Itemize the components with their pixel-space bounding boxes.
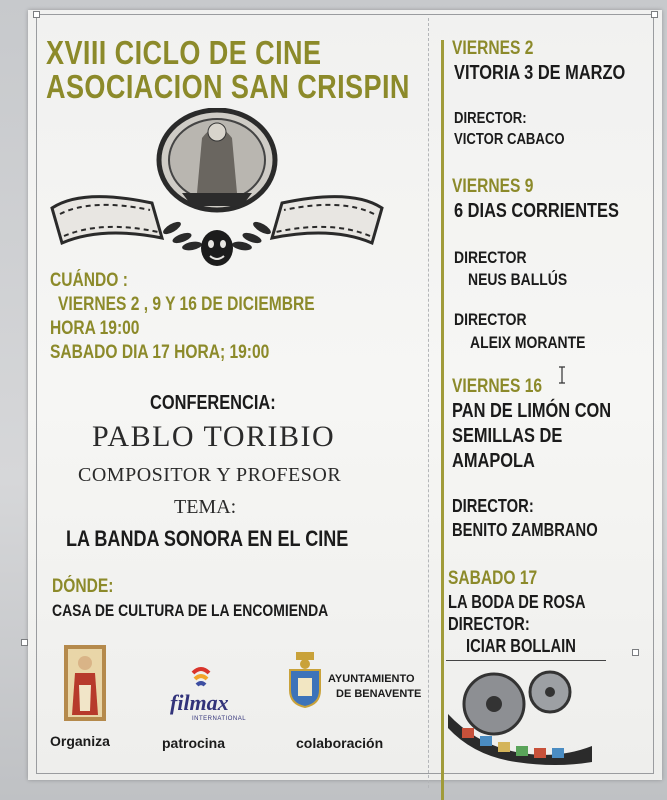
where-place: CASA DE CULTURA DE LA ENCOMIENDA <box>52 601 329 620</box>
schedule-day-4: SABADO 17 <box>448 568 538 589</box>
saint-crispin-image <box>64 645 106 721</box>
topic: LA BANDA SONORA EN EL CINE <box>66 526 349 551</box>
schedule-day-3: VIERNES 16 <box>452 376 543 397</box>
film-emblem <box>42 108 392 273</box>
schedule-director-label-1: DIRECTOR: <box>454 110 527 127</box>
where-label: DÓNDE: <box>52 576 114 597</box>
when-saturday: SABADO DIA 17 HORA; 19:00 <box>50 342 270 363</box>
when-dates: VIERNES 2 , 9 Y 16 DE DICIEMBRE <box>58 294 315 315</box>
schedule-director-name-2b: ALEIX MORANTE <box>470 333 586 352</box>
ayuntamiento-line2: DE BENAVENTE <box>336 688 422 700</box>
laurel-right <box>231 220 272 252</box>
film-reel-image <box>446 664 596 768</box>
when-time: HORA 19:00 <box>50 318 140 339</box>
schedule-film-4: LA BODA DE ROSA <box>448 592 586 612</box>
text-cursor-icon <box>558 366 566 384</box>
schedule-director-label-2b: DIRECTOR <box>454 310 527 329</box>
poster-title-line1: XVIII CICLO DE CINE <box>46 34 322 71</box>
filmax-subtitle: INTERNATIONAL <box>192 716 247 722</box>
schedule-director-label-2a: DIRECTOR <box>454 248 527 267</box>
speaker-name: PABLO TORIBIO <box>92 420 336 453</box>
schedule-film-3a: PAN DE LIMÓN CON <box>452 400 612 422</box>
patrocina-label: patrocina <box>162 735 226 751</box>
resize-handle-top-right[interactable] <box>651 11 658 18</box>
topic-label: TEMA: <box>174 496 237 518</box>
column-divider <box>441 40 444 800</box>
poster-title-line2: ASOCIACION SAN CRISPIN <box>46 68 410 105</box>
when-label: CUÁNDO : <box>50 270 128 291</box>
column-guide <box>428 18 430 788</box>
schedule-director-name-3: BENITO ZAMBRANO <box>452 520 598 540</box>
filmax-wordmark: filmax <box>170 690 229 715</box>
schedule-underline <box>446 660 606 661</box>
coat-of-arms-icon <box>288 652 322 708</box>
schedule-film-2: 6 DIAS CORRIENTES <box>454 200 619 222</box>
schedule-director-name-2a: NEUS BALLÚS <box>468 270 568 289</box>
schedule-director-name-4: ICIAR BOLLAIN <box>466 636 576 656</box>
schedule-film-1: VITORIA 3 DE MARZO <box>454 62 626 84</box>
schedule-film-3b: SEMILLAS DE <box>452 425 563 447</box>
schedule-director-label-3: DIRECTOR: <box>452 496 534 516</box>
resize-handle-mid-right[interactable] <box>632 649 639 656</box>
organiza-label: Organiza <box>50 733 110 749</box>
film-strip-right <box>272 197 382 243</box>
ayuntamiento-line1: AYUNTAMIENTO <box>328 673 415 685</box>
film-strip-left <box>52 197 162 243</box>
schedule-day-2: VIERNES 9 <box>452 176 534 197</box>
colaboracion-label: colaboración <box>296 735 384 751</box>
speaker-role: COMPOSITOR Y PROFESOR <box>78 464 342 486</box>
resize-handle-top-left[interactable] <box>33 11 40 18</box>
laurel-left <box>161 220 202 252</box>
schedule-film-3c: AMAPOLA <box>452 450 535 472</box>
conference-label: CONFERENCIA: <box>150 392 276 414</box>
schedule-day-1: VIERNES 2 <box>452 38 534 59</box>
schedule-director-name-1: VICTOR CABACO <box>454 131 565 148</box>
schedule-director-label-4: DIRECTOR: <box>448 614 530 634</box>
resize-handle-mid-left[interactable] <box>21 639 28 646</box>
